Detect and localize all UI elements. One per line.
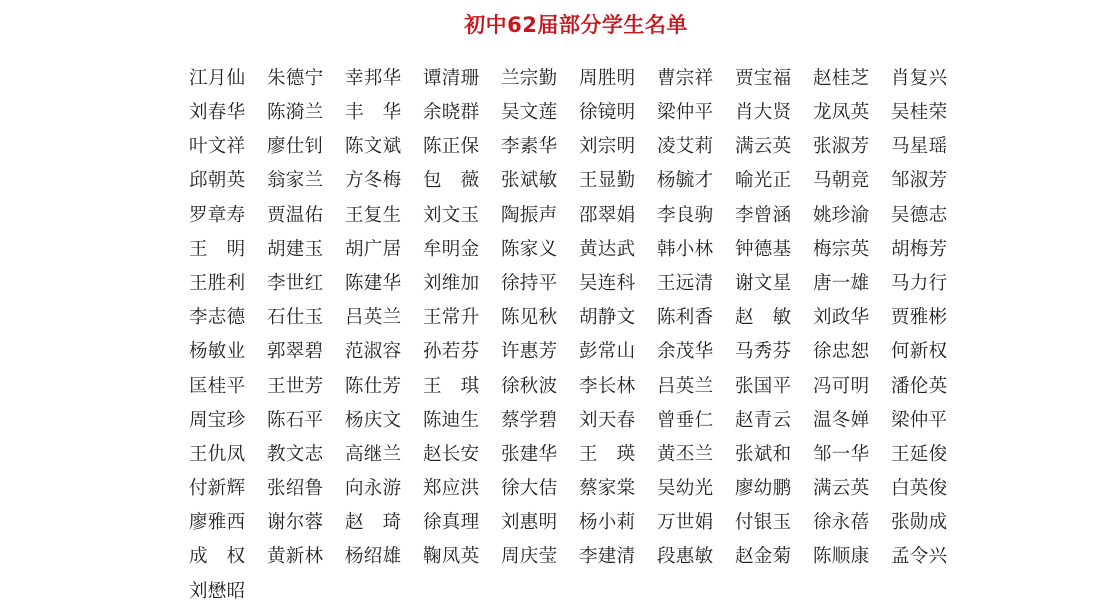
student-name: 贾雅彬 — [891, 307, 948, 329]
student-name: 兰宗勤 — [501, 67, 558, 89]
student-name: 喻光正 — [735, 170, 792, 192]
student-name: 吕英兰 — [657, 375, 714, 397]
student-name: 廖雅西 — [189, 512, 246, 534]
student-name: 高继兰 — [345, 443, 402, 465]
student-name: 马秀芬 — [735, 341, 792, 363]
student-name: 王复生 — [345, 204, 402, 226]
student-name: 谢尔蓉 — [267, 512, 324, 534]
student-name: 胡建玉 — [267, 238, 324, 260]
student-name: 刘天春 — [579, 409, 636, 431]
student-name: 姚珍渝 — [813, 204, 870, 226]
student-name: 郑应洪 — [423, 478, 480, 500]
student-name: 李世红 — [267, 272, 324, 294]
student-name: 钟德基 — [735, 238, 792, 260]
student-name: 匡桂平 — [189, 375, 246, 397]
student-name: 张国平 — [735, 375, 792, 397]
student-name: 邱朝英 — [189, 170, 246, 192]
student-name: 江月仙 — [189, 67, 246, 89]
student-name: 陈正保 — [423, 136, 480, 158]
student-name: 贾宝福 — [735, 67, 792, 89]
student-name: 梁仲平 — [657, 102, 714, 124]
student-name: 刘惠明 — [501, 512, 558, 534]
student-name: 孟令兴 — [891, 546, 948, 568]
names-grid — [189, 62, 969, 609]
student-name: 温冬婵 — [813, 409, 870, 431]
student-name: 杨小莉 — [579, 512, 636, 534]
student-name: 王 明 — [189, 238, 246, 260]
student-name: 许惠芳 — [501, 341, 558, 363]
student-name: 赵金菊 — [735, 546, 792, 568]
student-name: 王远清 — [657, 272, 714, 294]
student-name: 陈见秋 — [501, 307, 558, 329]
student-name: 王 琪 — [423, 375, 480, 397]
student-name: 徐忠恕 — [813, 341, 870, 363]
student-name: 杨绍雄 — [345, 546, 402, 568]
student-name: 龙凤英 — [813, 102, 870, 124]
student-name: 张勋成 — [891, 512, 948, 534]
student-name: 陈家义 — [501, 238, 558, 260]
student-name: 万世娟 — [657, 512, 714, 534]
student-name: 张建华 — [501, 443, 558, 465]
student-name: 徐大佶 — [501, 478, 558, 500]
student-name: 王常升 — [423, 307, 480, 329]
student-name: 张淑芳 — [813, 136, 870, 158]
student-name: 赵长安 — [423, 443, 480, 465]
student-name: 黄丕兰 — [657, 443, 714, 465]
student-name: 罗章寿 — [189, 204, 246, 226]
student-name: 何新权 — [891, 341, 948, 363]
student-name: 肖大贤 — [735, 102, 792, 124]
student-name: 孙若芬 — [423, 341, 480, 363]
student-name: 付银玉 — [735, 512, 792, 534]
student-name: 徐永蓓 — [813, 512, 870, 534]
student-name: 付新辉 — [189, 478, 246, 500]
student-name: 教文志 — [267, 443, 324, 465]
student-name: 段惠敏 — [657, 546, 714, 568]
student-name: 赵青云 — [735, 409, 792, 431]
student-name: 赵 琦 — [345, 512, 402, 534]
student-name: 杨敏业 — [189, 341, 246, 363]
student-name: 郭翠碧 — [267, 341, 324, 363]
student-name: 成 权 — [189, 546, 246, 568]
student-name: 吴德志 — [891, 204, 948, 226]
student-name: 陈建华 — [345, 272, 402, 294]
student-name: 陈仕芳 — [345, 375, 402, 397]
student-name: 曹宗祥 — [657, 67, 714, 89]
student-name: 贾温佑 — [267, 204, 324, 226]
student-name: 叶文祥 — [189, 136, 246, 158]
student-name: 陶振声 — [501, 204, 558, 226]
student-name: 蔡学碧 — [501, 409, 558, 431]
student-name: 王世芳 — [267, 375, 324, 397]
page-title: 初中62届部分学生名单 — [464, 13, 688, 37]
student-name: 马朝竞 — [813, 170, 870, 192]
student-name: 李曾涵 — [735, 204, 792, 226]
student-name: 余茂华 — [657, 341, 714, 363]
student-name: 吴桂荣 — [891, 102, 948, 124]
student-name: 廖仕钊 — [267, 136, 324, 158]
student-name: 刘政华 — [813, 307, 870, 329]
student-name: 谢文星 — [735, 272, 792, 294]
student-name: 黄新林 — [267, 546, 324, 568]
student-name: 徐持平 — [501, 272, 558, 294]
student-name: 翁家兰 — [267, 170, 324, 192]
student-name: 吴连科 — [579, 272, 636, 294]
student-name: 赵桂芝 — [813, 67, 870, 89]
student-name: 梁仲平 — [891, 409, 948, 431]
student-name: 刘宗明 — [579, 136, 636, 158]
student-name: 牟明金 — [423, 238, 480, 260]
student-name: 廖幼鹏 — [735, 478, 792, 500]
student-name: 蔡家棠 — [579, 478, 636, 500]
student-name: 陈石平 — [267, 409, 324, 431]
student-name: 周宝珍 — [189, 409, 246, 431]
student-name: 满云英 — [735, 136, 792, 158]
student-name: 徐秋波 — [501, 375, 558, 397]
student-name: 陈迪生 — [423, 409, 480, 431]
student-name: 李素华 — [501, 136, 558, 158]
student-name: 冯可明 — [813, 375, 870, 397]
student-name: 陈漪兰 — [267, 102, 324, 124]
student-name: 邹一华 — [813, 443, 870, 465]
student-name: 陈利香 — [657, 307, 714, 329]
student-name: 徐镜明 — [579, 102, 636, 124]
student-name: 马力行 — [891, 272, 948, 294]
student-name: 马星瑶 — [891, 136, 948, 158]
student-name: 曾垂仁 — [657, 409, 714, 431]
student-name: 石仕玉 — [267, 307, 324, 329]
student-name: 刘懋昭 — [189, 580, 246, 602]
student-name: 王胜利 — [189, 272, 246, 294]
student-name: 李良驹 — [657, 204, 714, 226]
student-name: 吕英兰 — [345, 307, 402, 329]
student-name: 鞠凤英 — [423, 546, 480, 568]
student-name: 胡梅芳 — [891, 238, 948, 260]
student-name: 满云英 — [813, 478, 870, 500]
student-name: 唐一雄 — [813, 272, 870, 294]
student-name: 包 薇 — [423, 170, 480, 192]
student-name: 凌艾莉 — [657, 136, 714, 158]
student-name: 余晓群 — [423, 102, 480, 124]
student-name: 刘维加 — [423, 272, 480, 294]
student-name: 胡静文 — [579, 307, 636, 329]
student-name: 王延俊 — [891, 443, 948, 465]
student-name: 李志德 — [189, 307, 246, 329]
student-name: 白英俊 — [891, 478, 948, 500]
student-name: 韩小林 — [657, 238, 714, 260]
student-name: 范淑容 — [345, 341, 402, 363]
student-name: 王显勤 — [579, 170, 636, 192]
student-name: 彭常山 — [579, 341, 636, 363]
student-name: 谭清珊 — [423, 67, 480, 89]
student-name: 胡广居 — [345, 238, 402, 260]
student-name: 王 瑛 — [579, 443, 636, 465]
student-name: 赵 敏 — [735, 307, 792, 329]
student-name: 方冬梅 — [345, 170, 402, 192]
student-name: 杨庆文 — [345, 409, 402, 431]
student-name: 朱德宁 — [267, 67, 324, 89]
student-name: 吴幼光 — [657, 478, 714, 500]
student-name: 王仇凤 — [189, 443, 246, 465]
student-name: 张斌敏 — [501, 170, 558, 192]
student-name: 邵翠娟 — [579, 204, 636, 226]
student-name: 丰 华 — [345, 102, 402, 124]
student-name: 潘伦英 — [891, 375, 948, 397]
student-name: 刘文玉 — [423, 204, 480, 226]
student-name: 陈顺康 — [813, 546, 870, 568]
student-name: 陈文斌 — [345, 136, 402, 158]
student-name: 李建清 — [579, 546, 636, 568]
student-name: 刘春华 — [189, 102, 246, 124]
student-name: 张斌和 — [735, 443, 792, 465]
student-name: 张绍鲁 — [267, 478, 324, 500]
student-name: 肖复兴 — [891, 67, 948, 89]
student-name: 徐真理 — [423, 512, 480, 534]
student-name: 向永游 — [345, 478, 402, 500]
student-name: 周庆莹 — [501, 546, 558, 568]
student-name: 邹淑芳 — [891, 170, 948, 192]
student-name: 杨毓才 — [657, 170, 714, 192]
student-name: 吴文莲 — [501, 102, 558, 124]
student-name: 周胜明 — [579, 67, 636, 89]
student-name: 梅宗英 — [813, 238, 870, 260]
student-name: 黄达武 — [579, 238, 636, 260]
student-name: 李长林 — [579, 375, 636, 397]
student-name: 幸邦华 — [345, 67, 402, 89]
